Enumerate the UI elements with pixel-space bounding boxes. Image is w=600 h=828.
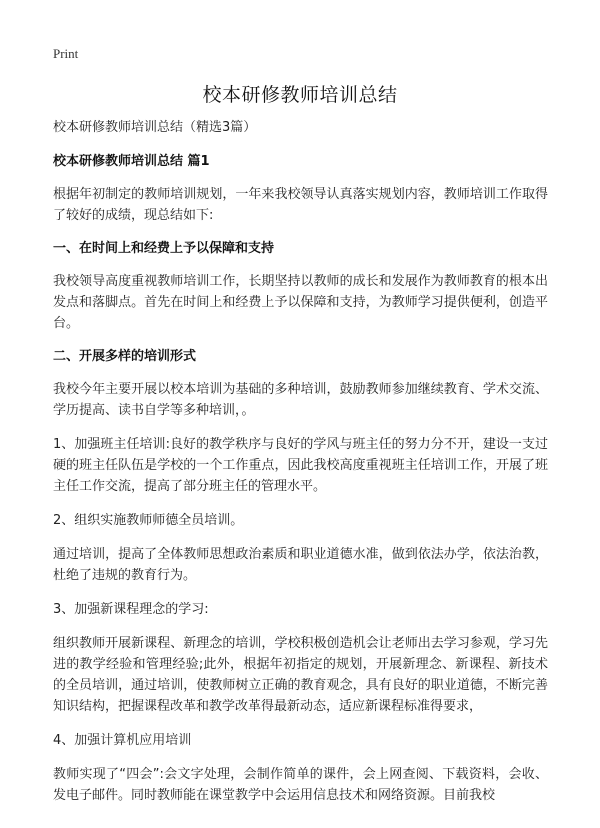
item-2-paragraph: 通过培训，提高了全体教师思想政治素质和职业道德水准，做到依法办学，依法治教，杜绝了违规的教育行为。	[53, 547, 548, 583]
document-body	[53, 118, 548, 819]
item-1-paragraph: 1、加强班主任培训:良好的教学秩序与良好的学风与班主任的努力分不开，建设一支过硬的班主任队伍是学校的一个工作重点，因此我校高度重视班主任培训工作，开展了班主任工作交流，提高了部分班主任的管理水平。	[53, 437, 548, 494]
section-1-paragraph: 我校领导高度重视教师培训工作，长期坚持以教师的成长和发展作为教师教育的根本出发点和落脚点。首先在时间上和经费上予以保障和支持，为教师学习提供便利，创造平台。	[53, 274, 548, 331]
item-3-heading: 3、加强新课程理念的学习:	[53, 602, 209, 617]
item-4-heading: 4、加强计算机应用培训	[53, 733, 192, 748]
section-2-heading: 二、开展多样的培训形式	[53, 349, 197, 364]
item-4-paragraph: 教师实现了“四会”:会文字处理，会制作简单的课件，会上网查阅、下载资料，会收、发电子邮件。同时教师能在课堂教学中会运用信息技术和网络资源。目前我校	[53, 767, 548, 803]
document-title: 校本研修教师培训总结	[202, 84, 398, 106]
section-2-paragraph: 我校今年主要开展以校本培训为基础的多种培训，鼓励教师参加继续教育、学术交流、学历提高、读书自学等多种培训，。	[53, 382, 548, 418]
item-2-heading: 2、组织实施教师师德全员培训。	[53, 513, 244, 528]
section-1-heading: 一、在时间上和经费上予以保障和支持	[53, 241, 275, 256]
print-link[interactable]: Print	[53, 46, 79, 61]
item-3-paragraph: 组织教师开展新课程、新理念的培训，学校积极创造机会让老师出去学习参观，学习先进的教学经验和管理经验;此外，根据年初指定的规划，开展新理念、新课程、新技术的全员培训，通过培训，使教师树立正确的教育观念，具有良好的职业道德，不断完善知识结构，把握课程改革和教学改革得最新动态，适应新课程标准得要求，	[53, 636, 548, 714]
part-heading: 校本研修教师培训总结 篇1	[53, 154, 210, 169]
intro-paragraph: 根据年初制定的教师培训规划，一年来我校领导认真落实规划内容，教师培训工作取得了较好的成绩，现总结如下:	[53, 187, 548, 223]
document-subtitle: 校本研修教师培训总结（精选3篇）	[53, 120, 257, 135]
